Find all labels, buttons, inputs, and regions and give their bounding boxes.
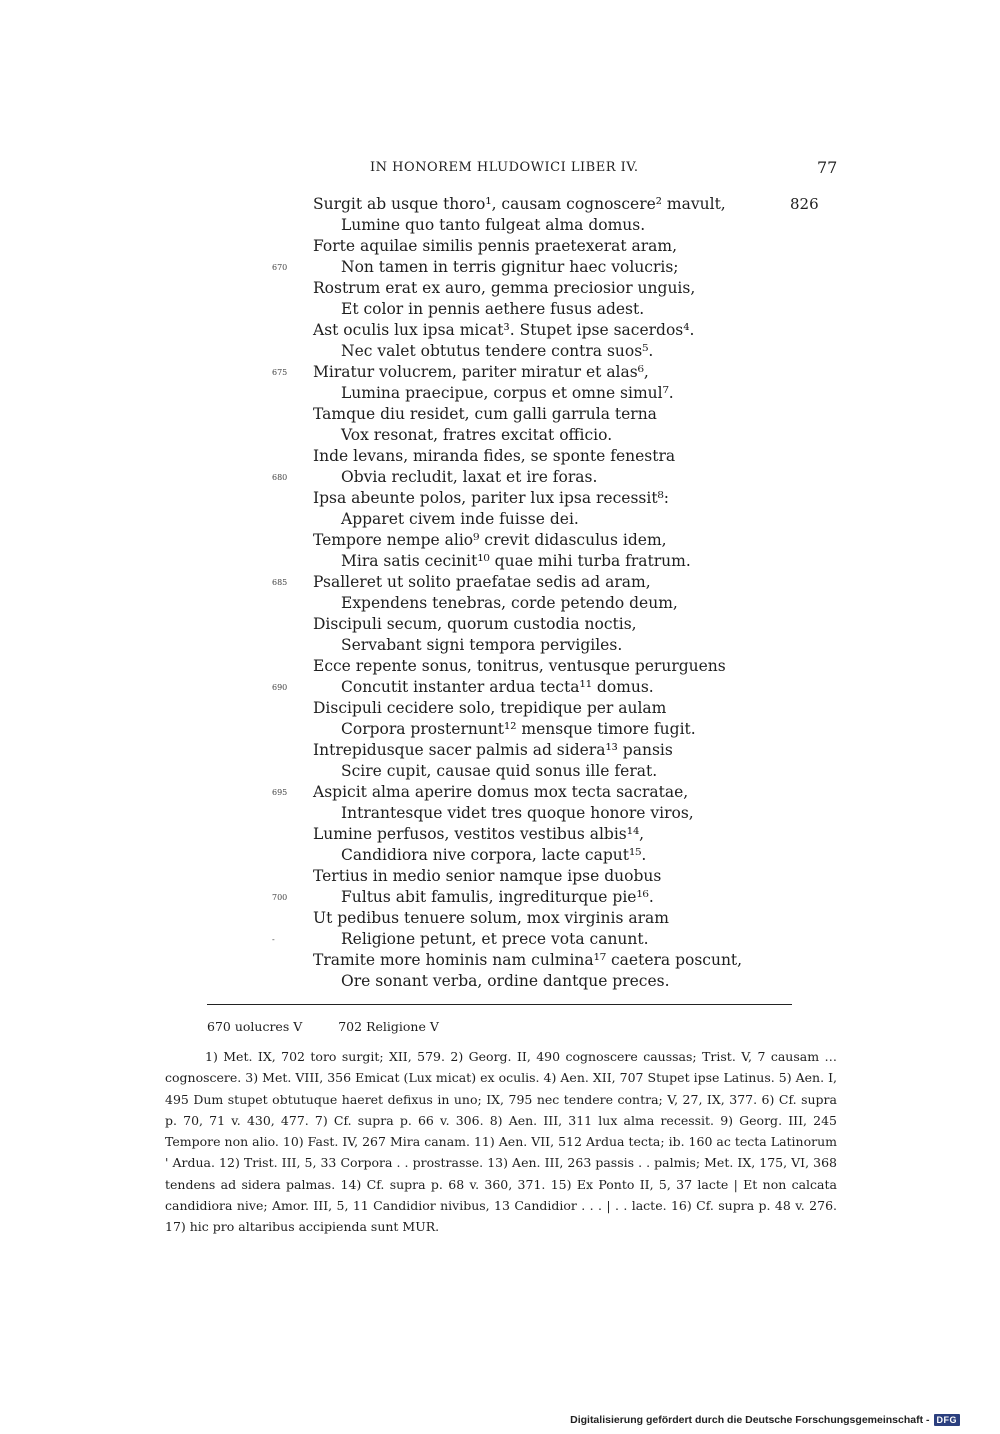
- line-number: 690: [272, 683, 288, 692]
- credit-text: Digitalisierung gefördert durch die Deutsche Forschungsgemeinschaft -: [570, 1414, 930, 1426]
- verse-text: Miratur volucrem, pariter miratur et alas⁶,: [313, 363, 649, 381]
- verse-text: Obvia recludit, laxat et ire foras.: [341, 468, 598, 486]
- verse-text: Inde levans, miranda fides, se sponte fenestra: [313, 447, 676, 465]
- verse-text: Psalleret ut solito praefatae sedis ad aram,: [313, 573, 651, 591]
- page-number: 77: [817, 158, 838, 177]
- verse-line: [0, 698, 1000, 719]
- variant-reading: 670 uolucres V: [207, 1019, 303, 1034]
- verse-line: [0, 278, 1000, 299]
- verse-line: [0, 236, 1000, 257]
- verse-text: Expendens tenebras, corde petendo deum,: [341, 594, 678, 612]
- verse-line: [0, 446, 1000, 467]
- line-number: 685: [272, 578, 288, 587]
- verse-line: [0, 488, 1000, 509]
- verse-text: Ast oculis lux ipsa micat³. Stupet ipse sacerdos⁴.: [313, 321, 695, 339]
- verse-text: Tamque diu residet, cum galli garrula terna: [313, 405, 657, 423]
- verse-text: Ore sonant verba, ordine dantque preces.: [341, 972, 670, 990]
- footnotes: 1) Met. IX, 702 toro surgit; XII, 579. 2) Georg. II, 490 cognoscere caussas; Trist. V, 7 causam … cognoscere. 3) Met. VIII, 356 Emicat (Lux micat) ex oculis. 4) Aen. XII, 707 Stupet ipse Latinus. 5) Aen. I, 495 Dum stupet obtutuque haeret defixus in uno; IX, 795 nec tendere contra; V, 27, IX, 377. 6) Cf. supra p. 70, 71 v. 430, 477. 7) Cf. supra p. 66 v. 306. 8) Aen. III, 311 lux alma recessit. 9) Georg. III, 245 Tempore non alio. 10) Fast. IV, 267 Mira canam. 11) Aen. VII, 512 Ardua tecta; ib. 160 ac tecta Latinorum ' Ardua. 12) Trist. III, 5, 33 Corpora . . prostrasse. 13) Aen. III, 263 passis . . palmis; Met. IX, 175, VI, 368 tendens ad sidera palmas. 14) Cf. supra p. 68 v. 360, 371. 15) Ex Ponto II, 5, 37 lacte | Et non calcata candidiora nive; Amor. III, 5, 11 Candidior nivibus, 13 Candidior . . . | . . lacte. 16) Cf. supra p. 48 v. 276. 17) hic pro altaribus accipienda sunt MUR.: [165, 1049, 837, 1235]
- verse-text: Apparet civem inde fuisse dei.: [341, 510, 579, 528]
- verse-line: [0, 929, 1000, 950]
- verse-text: Surgit ab usque thoro¹, causam cognoscere² mavult,: [313, 195, 726, 213]
- verse-line: [0, 782, 1000, 803]
- verse-line: [0, 299, 1000, 320]
- verse-text: Nec valet obtutus tendere contra suos⁵.: [341, 342, 654, 360]
- verse-text: Aspicit alma aperire domus mox tecta sacratae,: [313, 783, 689, 801]
- verse-text: Non tamen in terris gignitur haec volucris;: [341, 258, 679, 276]
- verse-text: Intrepidusque sacer palmis ad sidera¹³ pansis: [313, 741, 673, 759]
- variant-readings: [207, 1019, 471, 1034]
- poem-text: [0, 194, 1000, 992]
- verse-text: Concutit instanter ardua tecta¹¹ domus.: [341, 678, 654, 696]
- verse-text: Lumine quo tanto fulgeat alma domus.: [341, 216, 646, 234]
- verse-text: Mira satis cecinit¹⁰ quae mihi turba fratrum.: [341, 552, 691, 570]
- verse-text: Corpora prosternunt¹² mensque timore fugit.: [341, 720, 696, 738]
- verse-text: Servabant signi tempora pervigiles.: [341, 636, 623, 654]
- running-title: IN HONOREM HLUDOWICI LIBER IV.: [370, 160, 639, 175]
- verse-text: Lumina praecipue, corpus et omne simul⁷.: [341, 384, 674, 402]
- verse-text: Discipuli secum, quorum custodia noctis,: [313, 615, 637, 633]
- digitization-credit: [570, 1414, 960, 1426]
- line-number: 670: [272, 263, 288, 272]
- variant-reading: 702 Religione V: [338, 1019, 439, 1034]
- verse-text: Intrantesque videt tres quoque honore viros,: [341, 804, 694, 822]
- verse-line: [0, 908, 1000, 929]
- verse-line: [0, 383, 1000, 404]
- verse-text: Forte aquilae similis pennis praetexerat aram,: [313, 237, 678, 255]
- line-number: 680: [272, 473, 288, 482]
- verse-line: [0, 761, 1000, 782]
- verse-text: Lumine perfusos, vestitos vestibus albis¹⁴,: [313, 825, 645, 843]
- verse-line: [0, 866, 1000, 887]
- verse-line: [0, 530, 1000, 551]
- verse-line: [0, 341, 1000, 362]
- verse-text: Ut pedibus tenuere solum, mox virginis aram: [313, 909, 669, 927]
- verse-line: [0, 509, 1000, 530]
- verse-line: [0, 404, 1000, 425]
- verse-line: [0, 425, 1000, 446]
- verse-line: [0, 320, 1000, 341]
- verse-text: Rostrum erat ex auro, gemma preciosior unguis,: [313, 279, 696, 297]
- verse-line: [0, 215, 1000, 236]
- line-number: -: [272, 935, 275, 944]
- verse-line: [0, 677, 1000, 698]
- verse-line: [0, 824, 1000, 845]
- verse-text: Scire cupit, causae quid sonus ille ferat.: [341, 762, 658, 780]
- verse-line: [0, 803, 1000, 824]
- verse-text: Discipuli cecidere solo, trepidique per aulam: [313, 699, 667, 717]
- verse-text: Et color in pennis aethere fusus adest.: [341, 300, 645, 318]
- verse-line: [0, 740, 1000, 761]
- line-number: 700: [272, 893, 288, 902]
- verse-line: [0, 593, 1000, 614]
- verse-line: [0, 887, 1000, 908]
- verse-text: Tertius in medio senior namque ipse duobus: [313, 867, 662, 885]
- verse-text: Tempore nempe alio⁹ crevit didasculus idem,: [313, 531, 667, 549]
- verse-text: Tramite more hominis nam culmina¹⁷ caetera poscunt,: [313, 951, 743, 969]
- verse-text: Candidiora nive corpora, lacte caput¹⁵.: [341, 846, 647, 864]
- verse-line: [0, 362, 1000, 383]
- verse-line: [0, 845, 1000, 866]
- verse-text: Fultus abit famulis, ingrediturque pie¹⁶.: [341, 888, 654, 906]
- verse-line: [0, 614, 1000, 635]
- verse-text: Ecce repente sonus, tonitrus, ventusque perurguens: [313, 657, 726, 675]
- verse-text: Ipsa abeunte polos, pariter lux ipsa recessit⁸:: [313, 489, 669, 507]
- verse-text: Religione petunt, et prece vota canunt.: [341, 930, 649, 948]
- verse-line: [0, 257, 1000, 278]
- verse-line: [0, 971, 1000, 992]
- verse-line: [0, 194, 1000, 215]
- verse-line: [0, 950, 1000, 971]
- verse-line: [0, 572, 1000, 593]
- verse-line: [0, 551, 1000, 572]
- verse-line: [0, 467, 1000, 488]
- verse-line: [0, 719, 1000, 740]
- verse-line: [0, 656, 1000, 677]
- line-number: 695: [272, 788, 288, 797]
- dfg-logo: DFG: [934, 1414, 961, 1426]
- verse-text: Vox resonat, fratres excitat officio.: [341, 426, 613, 444]
- line-number: 675: [272, 368, 288, 377]
- verse-reference-number: 826: [790, 195, 819, 213]
- verse-line: [0, 635, 1000, 656]
- footnote-divider: [207, 1004, 792, 1005]
